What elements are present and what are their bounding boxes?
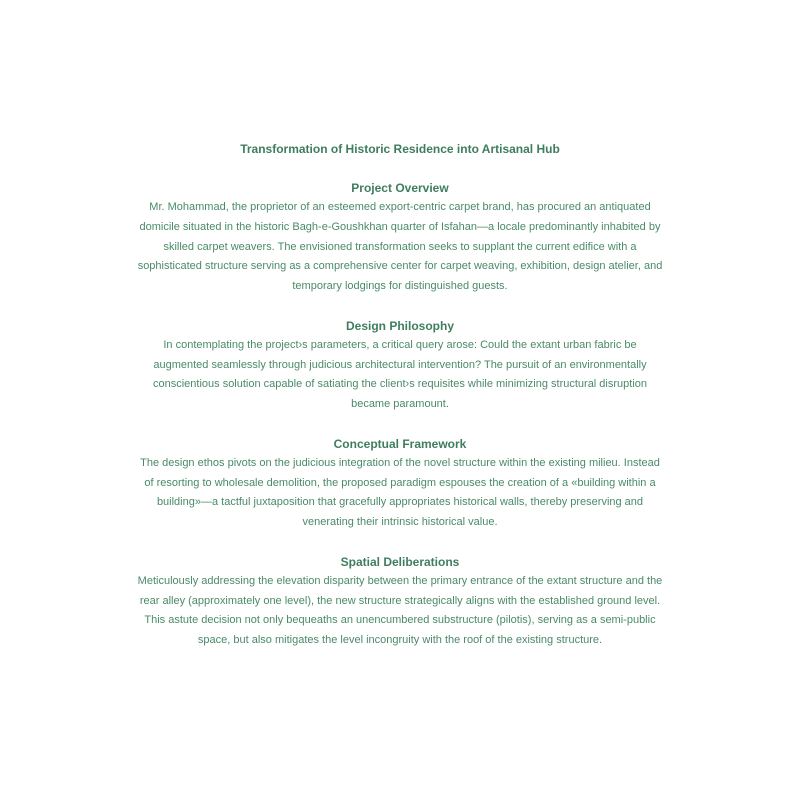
section-heading: Project Overview [351,181,449,195]
section-paragraph: Mr. Mohammad, the proprietor of an esteemed export-centric carpet brand, has procured an antiquated domicile situated in the historic Bagh-e-Goushkhan quarter of Isfahan—a locale predominantly inhabited by skilled carpet weavers. The envisioned transformation seeks to supplant the current edifice with a sophisticated structure serving as a comprehensive center for carpet weaving, exhibition, design atelier, and temporary lodgings for distinguished guests. [137,201,663,292]
document-title: Transformation of Historic Residence into Artisanal Hub [240,142,560,156]
section-conceptual-framework [136,434,664,533]
section-heading: Design Philosophy [345,318,454,333]
section-paragraph: Meticulously addressing the elevation disparity between the primary entrance of the extant structure and the rear alley (approximately one level), the new structure strategically aligns with the established ground level. This astute decision not only bequeaths an unencumbered substructure (pilotis), serving as a semi-public space, but also mitigates the level incongruity with the roof of the existing structure. [137,574,663,646]
section-spatial-deliberations [136,552,664,651]
section-project-overview [136,178,664,297]
document [136,139,664,670]
section-heading: Spatial Deliberations [340,554,460,569]
section-paragraph: In contemplating the project›s parameters, a critical query arose: Could the extant urban fabric be augmented seamlessly through judicious architectural intervention? The pursuit of an environmentally conscientious solution capable of satiating the client›s requisites while minimizing structural disruption became paramount. [152,338,648,410]
section-heading: Conceptual Framework [333,436,467,451]
section-design-philosophy [136,316,664,415]
section-paragraph: The design ethos pivots on the judicious integration of the novel structure within the existing milieu. Instead of resorting to wholesale demolition, the proposed paradigm espouses the creation of a «building within a building»—a tactful juxtaposition that gracefully appropriates historical walls, thereby preserving and venerating their intrinsic historical value. [140,456,660,528]
